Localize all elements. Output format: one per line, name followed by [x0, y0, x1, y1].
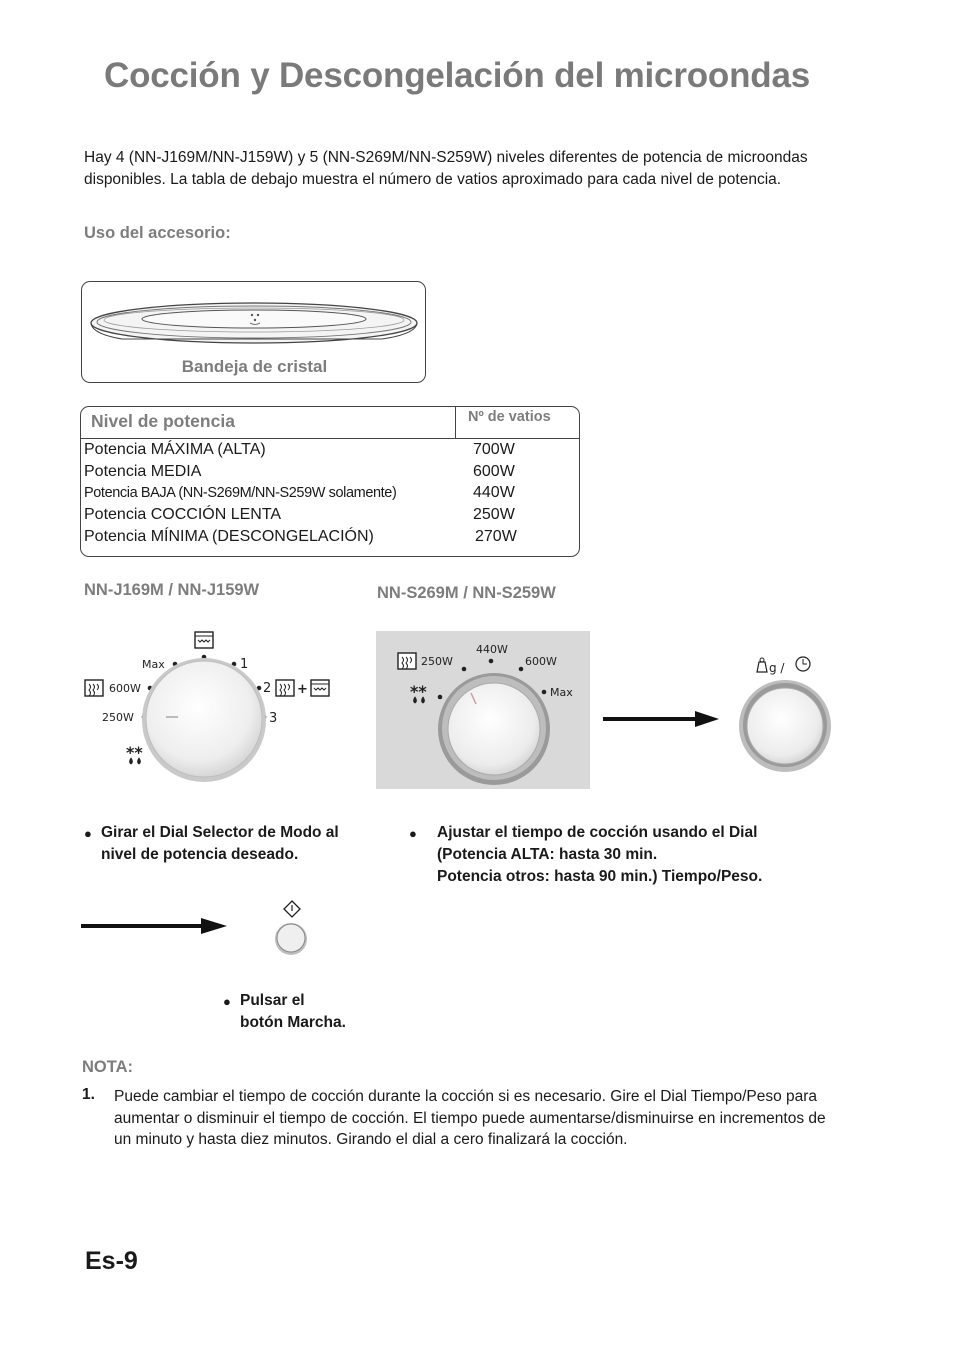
instruction-text: Girar el Dial Selector de Modo al nivel de potencia deseado. — [101, 824, 339, 863]
table-row-value: 700W — [473, 441, 515, 458]
clock-icon — [796, 657, 810, 671]
grill-icon — [311, 680, 329, 696]
svg-text:**: ** — [126, 743, 143, 762]
arrow-icon — [603, 709, 721, 729]
arrow-icon — [81, 916, 231, 936]
table-row-label: Potencia COCCIÓN LENTA — [84, 506, 282, 523]
table-row-value: 270W — [475, 528, 517, 545]
microwave-icon — [85, 680, 103, 696]
dial-label-max: Max — [550, 686, 573, 699]
mode-selector-dial-right — [376, 631, 590, 789]
dial-label-600w: 600W — [109, 682, 141, 695]
table-header-level: Nivel de potencia — [91, 411, 235, 431]
intro-paragraph: Hay 4 (NN-J169M/NN-J159W) y 5 (NN-S269M/NN-S259W) niveles diferentes de potencia de microondas disponibles. La tabla de debajo muestra el número de vatios aproximado para cada nivel de potencia. — [84, 149, 808, 188]
table-row-label: Potencia MÁXIMA (ALTA) — [84, 441, 266, 458]
dial-label-2: 2 — [263, 681, 272, 696]
microwave-icon — [276, 680, 294, 696]
page-number: Es-9 — [85, 1247, 138, 1275]
timer-label: g / — [769, 661, 785, 675]
microwave-icon — [398, 653, 416, 669]
instruction-text: Potencia otros: hasta 90 min.) Tiempo/Peso. — [437, 868, 763, 885]
dial-label-max: Max — [142, 658, 165, 671]
power-level-table — [80, 406, 580, 557]
instruction-select-dial — [84, 822, 364, 866]
defrost-icon — [126, 743, 143, 764]
table-row-value: 250W — [473, 506, 515, 523]
defrost-icon — [410, 682, 427, 703]
instruction-text: (Potencia ALTA: hasta 30 min. — [437, 846, 658, 863]
table-row-label: Potencia MEDIA — [84, 463, 202, 480]
start-button[interactable] — [272, 898, 312, 960]
dial-label-440w: 440W — [476, 643, 508, 656]
dial-label-plus: + — [297, 682, 308, 697]
accessory-heading: Uso del accesorio: — [84, 224, 231, 242]
instruction-text: botón Marcha. — [240, 1014, 346, 1031]
table-row-value: 600W — [473, 463, 515, 480]
start-icon — [284, 901, 300, 917]
table-row-value: 440W — [473, 484, 515, 501]
bullet-icon: ● — [409, 826, 417, 841]
mode-selector-panel-right — [376, 631, 590, 789]
weight-icon — [757, 658, 767, 672]
timer-weight-dial[interactable] — [735, 650, 835, 775]
mode-selector-dial-left — [78, 628, 342, 788]
glass-tray-illustration — [82, 282, 427, 362]
model-heading-left: NN-J169M / NN-J159W — [84, 581, 260, 599]
dial-label-250w: 250W — [102, 711, 134, 724]
instruction-text: Pulsar el — [240, 992, 305, 1009]
svg-text:**: ** — [410, 682, 427, 701]
dial-label-250w: 250W — [421, 655, 453, 668]
note-text: Puede cambiar el tiempo de cocción durante la cocción si es necesario. Gire el Dial Tiempo/Peso para aumentar o disminuir el tiempo de cocción. El tiempo puede aumentarse/disminuirse en incrementos de un minuto y hasta diez minutos. Girando el dial a cero finalizará la cocción. — [114, 1088, 826, 1148]
table-row-label: Potencia BAJA (NN-S269M/NN-S259W solamente) — [84, 485, 397, 501]
dial-label-600w: 600W — [525, 655, 557, 668]
dial-label-3: 3 — [269, 711, 278, 726]
tray-label: Bandeja de cristal — [181, 357, 328, 376]
note-number: 1. — [82, 1086, 95, 1103]
table-row-label: Potencia MÍNIMA (DESCONGELACIÓN) — [84, 528, 374, 545]
instruction-press-start — [223, 990, 383, 1034]
table-header-watts: Nº de vatios — [468, 409, 551, 425]
bullet-icon: ● — [84, 826, 92, 841]
glass-tray-panel — [81, 281, 426, 383]
page-title: Cocción y Descongelación del microondas — [104, 56, 810, 95]
bullet-icon: ● — [223, 994, 231, 1009]
note-heading: NOTA: — [82, 1058, 134, 1076]
model-heading-right: NN-S269M / NN-S259W — [377, 584, 556, 602]
dial-label-1: 1 — [240, 657, 249, 672]
instruction-adjust-time — [409, 822, 829, 888]
grill-icon — [195, 632, 213, 648]
instruction-text: Ajustar el tiempo de cocción usando el Dial — [437, 824, 758, 841]
